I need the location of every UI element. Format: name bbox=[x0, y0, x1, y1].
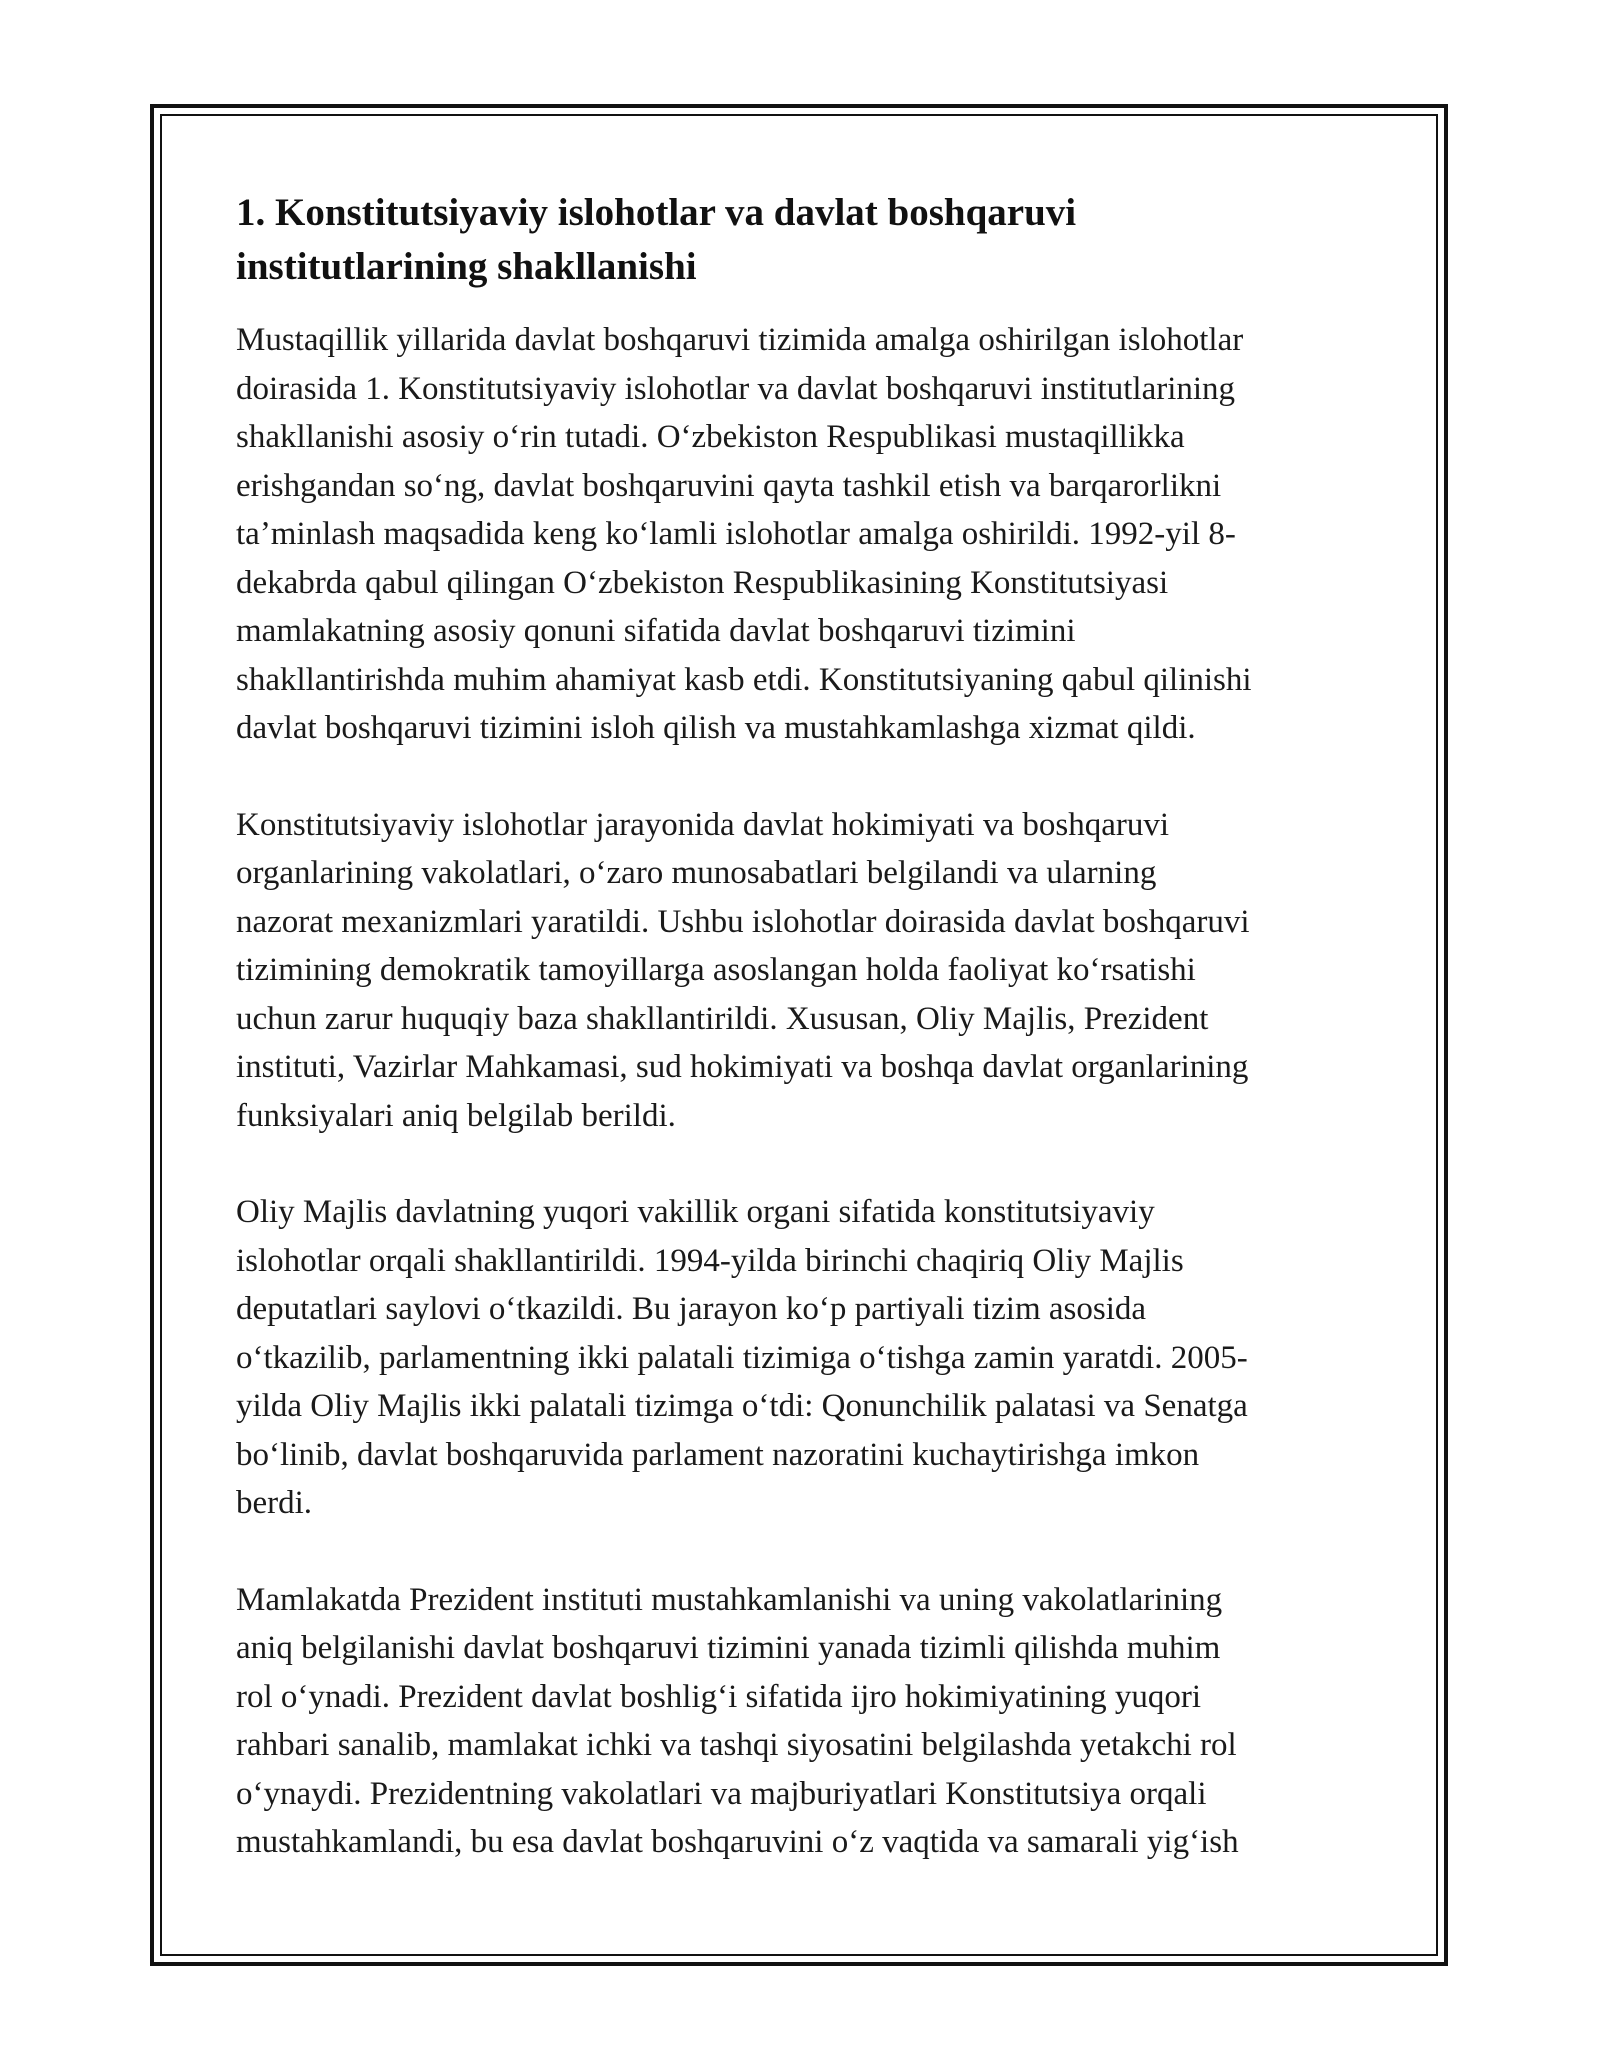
text-line: boʻlinib, davlat boshqaruvida parlament nazoratini kuchaytirishga imkon bbox=[236, 1436, 1200, 1473]
text-line: shakllanishi asosiy oʻrin tutadi. Oʻzbekiston Respublikasi mustaqillikka bbox=[236, 419, 1185, 455]
text-line: yilda Oliy Majlis ikki palatali tizimga oʻtdi: Qonunchilik palatasi va Senatga bbox=[236, 1388, 1248, 1424]
text-line: oʻynaydi. Prezidentning vakolatlari va majburiyatlari Konstitutsiya orqali bbox=[236, 1775, 1207, 1812]
text-line: taʼminlash maqsadida keng koʻlamli islohotlar amalga oshirildi. 1992-yil 8- bbox=[236, 516, 1236, 552]
text-line: aniq belgilanishi davlat boshqaruvi tizimini yanada tizimli qilishda muhim bbox=[236, 1630, 1221, 1666]
text-line: doirasida 1. Konstitutsiyaviy islohotlar va davlat boshqaruvi institutlarining bbox=[236, 370, 1236, 407]
text-line: Oliy Majlis davlatning yuqori vakillik organi sifatida konstitutsiyaviy bbox=[236, 1194, 1155, 1230]
text-line: rahbari sanalib, mamlakat ichki va tashqi siyosatini belgilashda yetakchi rol bbox=[236, 1727, 1237, 1763]
text-line: berdi. bbox=[236, 1485, 313, 1521]
text-line: davlat boshqaruvi tizimini isloh qilish va mustahkamlashga xizmat qildi. bbox=[236, 710, 1196, 746]
text-line: uchun zarur huquqiy baza shakllantirildi. Xususan, Oliy Majlis, Prezident bbox=[236, 1000, 1209, 1037]
text-line: organlarining vakolatlari, oʻzaro munosabatlari belgilandi va ularning bbox=[236, 855, 1157, 891]
text-line: funksiyalari aniq belgilab berildi. bbox=[236, 1097, 676, 1134]
section-heading bbox=[236, 186, 1376, 294]
document-body bbox=[236, 186, 1376, 1915]
text-line: tizimining demokratik tamoyillarga asoslangan holda faoliyat koʻrsatishi bbox=[236, 952, 1196, 988]
paragraph-4 bbox=[236, 1576, 1376, 1867]
text-line: nazorat mexanizmlari yaratildi. Ushbu islohotlar doirasida davlat boshqaruvi bbox=[236, 903, 1250, 940]
text-line: Mamlakatda Prezident instituti mustahkamlanishi va uning vakolatlarining bbox=[236, 1581, 1223, 1618]
heading-line: 1. Konstitutsiyaviy islohotlar va davlat boshqaruvi bbox=[236, 191, 1077, 234]
text-line: oʻtkazilib, parlamentning ikki palatali tizimiga oʻtishga zamin yaratdi. 2005- bbox=[236, 1339, 1248, 1376]
text-line: instituti, Vazirlar Mahkamasi, sud hokimiyati va boshqa davlat organlarining bbox=[236, 1049, 1249, 1085]
text-line: deputatlari saylovi oʻtkazildi. Bu jarayon koʻp partiyali tizim asosida bbox=[236, 1291, 1147, 1327]
text-line: islohotlar orqali shakllantirildi. 1994-yilda birinchi chaqiriq Oliy Majlis bbox=[236, 1242, 1184, 1279]
text-line: mamlakatning asosiy qonuni sifatida davlat boshqaruvi tizimini bbox=[236, 613, 1076, 649]
text-line: erishgandan soʻng, davlat boshqaruvini qayta tashkil etish va barqarorlikni bbox=[236, 467, 1222, 504]
text-line: Mustaqillik yillarida davlat boshqaruvi tizimida amalga oshirilgan islohotlar bbox=[236, 322, 1244, 358]
text-line: rol oʻynadi. Prezident davlat boshligʻi sifatida ijro hokimiyatining yuqori bbox=[236, 1678, 1202, 1715]
paragraph-2 bbox=[236, 801, 1376, 1141]
text-line: dekabrda qabul qilingan Oʻzbekiston Respublikasining Konstitutsiyasi bbox=[236, 564, 1169, 601]
text-line: mustahkamlandi, bu esa davlat boshqaruvini oʻz vaqtida va samarali yigʻish bbox=[236, 1824, 1239, 1860]
paragraph-1 bbox=[236, 316, 1376, 753]
paragraph-3 bbox=[236, 1188, 1376, 1528]
text-line: Konstitutsiyaviy islohotlar jarayonida davlat hokimiyati va boshqaruvi bbox=[236, 806, 1170, 843]
text-line: shakllantirishda muhim ahamiyat kasb etdi. Konstitutsiyaning qabul qilinishi bbox=[236, 661, 1252, 698]
heading-line: institutlarining shakllanishi bbox=[236, 245, 697, 288]
